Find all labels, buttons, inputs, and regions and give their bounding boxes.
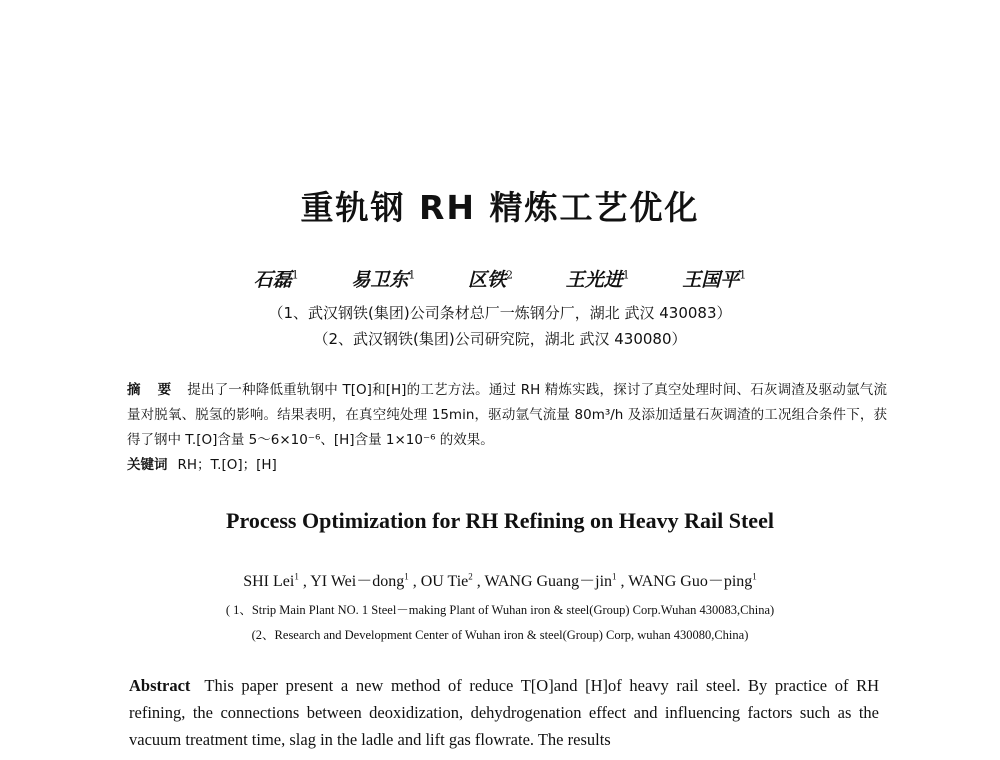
keywords-cn bbox=[127, 453, 887, 478]
author-en: WANG Guang－jin$^1$ , bbox=[484, 571, 629, 590]
title-en: Process Optimization for RH Refining on Heavy Rail Steel bbox=[226, 508, 774, 533]
affiliation-cn-2: （2、武汉钢铁(集团)公司研究院，湖北 武汉 430080） bbox=[313, 330, 687, 348]
author-cn: 区铁$^2$ bbox=[467, 268, 513, 291]
keywords-cn-label: 关键词 bbox=[127, 457, 168, 473]
author-cn: 石磊$^1$ bbox=[253, 268, 299, 291]
abstract-cn bbox=[127, 378, 887, 478]
author-cn: 王光进$^1$ bbox=[565, 268, 630, 291]
author-en: SHI Lei$^1$ , bbox=[243, 571, 311, 590]
author-en: YI Wei－dong$^1$ , bbox=[310, 571, 421, 590]
affiliation-en-1: ( 1、Strip Main Plant NO. 1 Steel－making Plant of Wuhan iron & steel(Group) Corp.Wuhan 430083,China) bbox=[225, 603, 775, 617]
title-cn: 重轨钢 RH 精炼工艺优化 bbox=[300, 188, 700, 227]
abstract-cn-label: 摘 要 bbox=[127, 382, 178, 398]
author-en: WANG Guo－ping$^1$ bbox=[628, 571, 757, 590]
author-cn: 王国平$^1$ bbox=[682, 268, 747, 291]
authors-en bbox=[0, 568, 1000, 591]
abstract-en bbox=[129, 672, 879, 753]
author-en: OU Tie$^2$ , bbox=[420, 571, 485, 590]
author-cn: 易卫东$^1$ bbox=[351, 268, 416, 291]
authors-cn bbox=[0, 265, 1000, 292]
abstract-en-label: Abstract bbox=[129, 676, 191, 695]
abstract-cn-text: 提出了一种降低重轨钢中 T[O]和[H]的工艺方法。通过 RH 精炼实践，探讨了真空处理时间、石灰调渣及驱动氩气流量对脱氧、脱氢的影响。结果表明，在真空纯处理 15min，驱动氩气流量 80m³/h 及添加适量石灰调渣的工况组合条件下，获得了钢中 T.[O]含量 5～6×10⁻⁶、[H]含量 1×10⁻⁶ 的效果。 bbox=[127, 382, 887, 448]
affiliation-cn-1: （1、武汉钢铁(集团)公司条材总厂一炼钢分厂，湖北 武汉 430083） bbox=[268, 304, 732, 322]
keywords-cn-text: RH；T.[O]；[H] bbox=[177, 457, 277, 473]
affiliation-en-2: (2、Research and Development Center of Wuhan iron & steel(Group) Corp, wuhan 430080,China) bbox=[251, 628, 749, 642]
abstract-en-text: This paper present a new method of reduce T[O]and [H]of heavy rail steel. By practice of RH refining, the connections between deoxidization, dehydrogenation effect and influencing factors such as the vacuum treatment time, slag in the ladle and lift gas flowrate. The results bbox=[129, 676, 879, 749]
